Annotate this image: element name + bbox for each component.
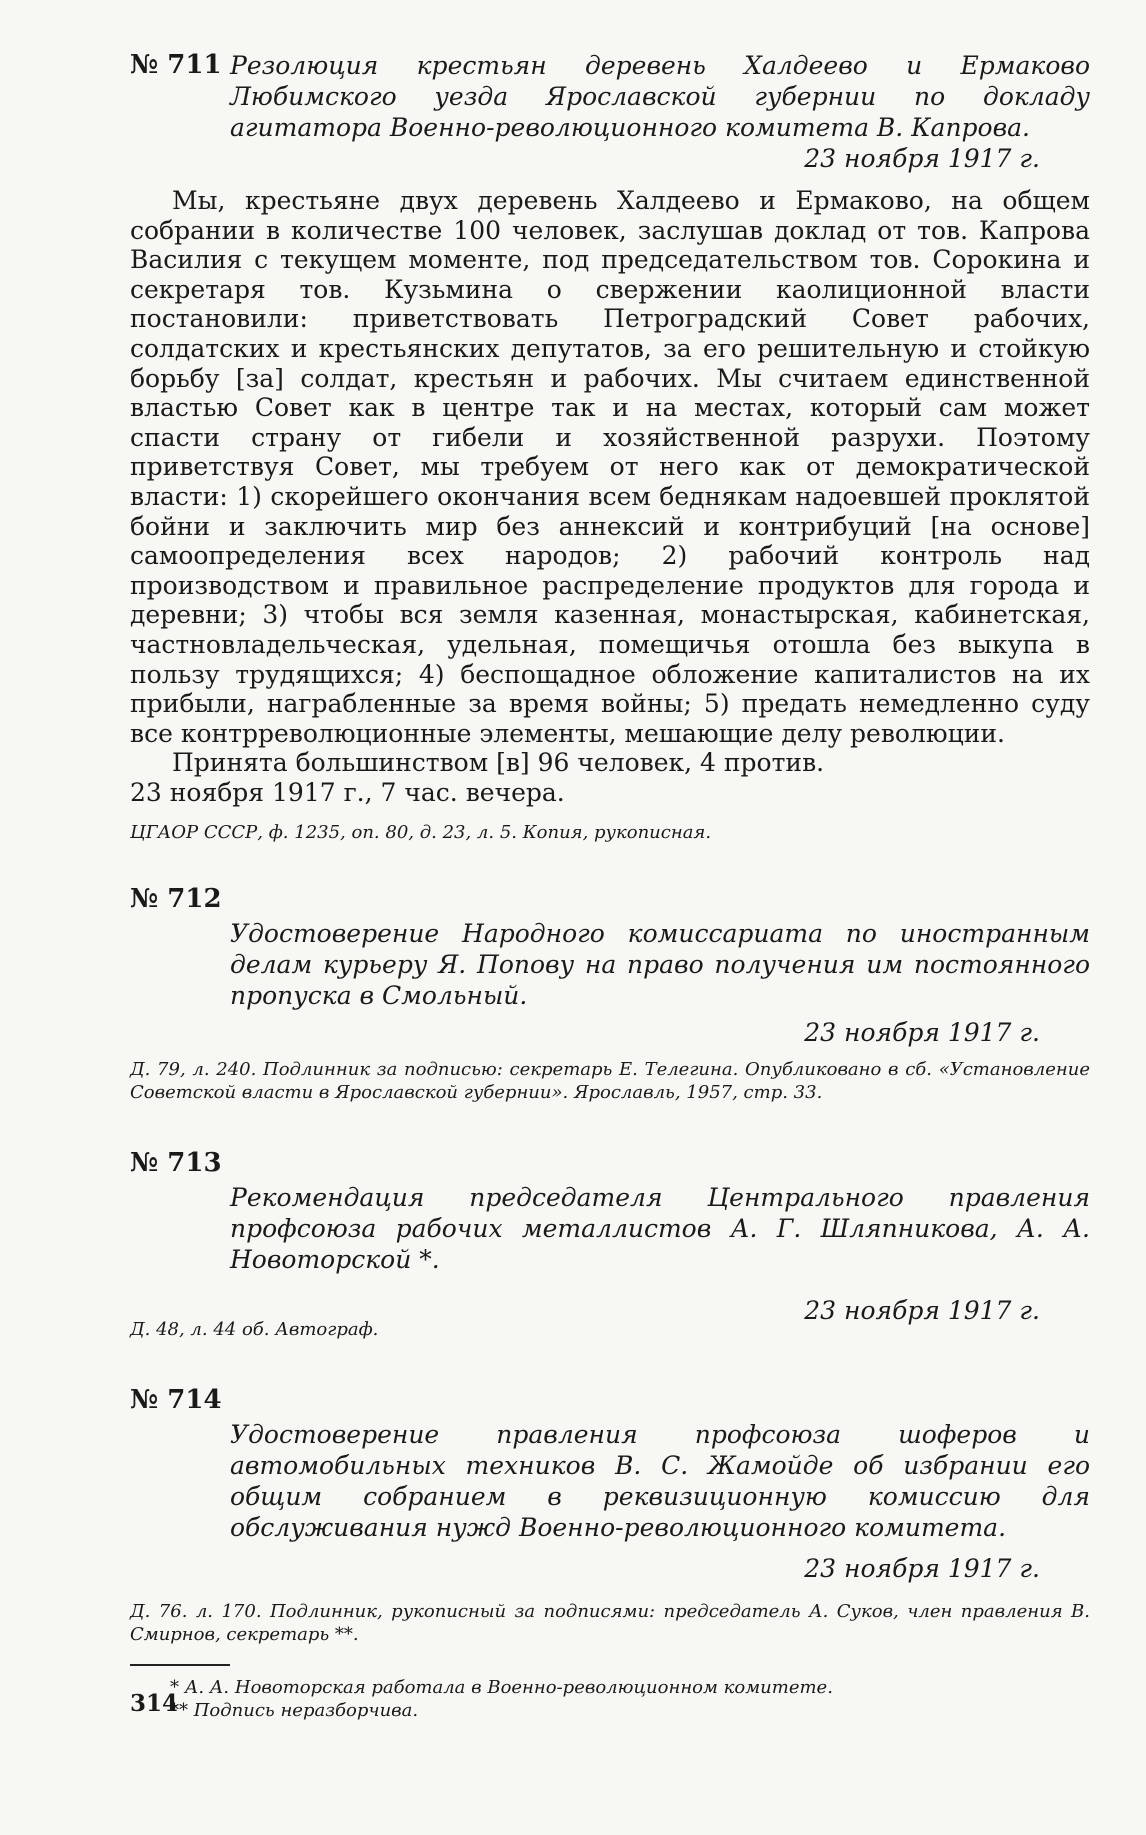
- document-number: № 714: [130, 1384, 222, 1415]
- document-title: Резолюция крестьян деревень Халдеево и Ермаково Любимского уезда Ярославской губернии по докладу агитатора Военно-революционного комитета В. Капрова.: [230, 51, 1090, 142]
- page-content: [130, 50, 1090, 1722]
- document-713: [130, 1148, 1090, 1341]
- document-title: Удостоверение правления профсоюза шоферов и автомобильных техников В. С. Жамойде об избрании его общим собранием в реквизиционную комиссию для обслуживания нужд Военно-революционного комитета.: [230, 1419, 1090, 1542]
- document-date: 23 ноября 1917 г.: [804, 1553, 1040, 1583]
- document-712: [130, 884, 1090, 1104]
- body-paragraph: Принята большинством [в] 96 человек, 4 против.: [172, 748, 825, 778]
- footnote-divider: [130, 1664, 230, 1666]
- document-711: [130, 50, 1090, 844]
- body-paragraph: Мы, крестьяне двух деревень Халдеево и Ермаково, на общем собрании в количестве 100 человек, заслушав доклад от тов. Капрова Василия с текущем моменте, под председательством тов. Сорокина и секретаря тов. Кузьмина о свержении каолиционной власти постановили: приветствовать Петроградский Совет рабочих, солдатских и крестьянских депутатов, за его решительную и стойкую борьбу [за] солдат, крестьян и рабочих. Мы считаем единственной властью Совет как в центре так и на местах, который сам может спасти страну от гибели и хозяйственной разрухи. Поэтому приветствуя Совет, мы требуем от него как от демократической власти: 1) скорейшего окончания всем беднякам надоевшей проклятой бойни и заключить мир без аннексий и контрибуций [на основе] самоопределения всех народов; 2) рабочий контроль над производством и правильное распределение продуктов для города и деревни; 3) чтобы вся земля казенная, монастырская, кабинетская, частновладельческая, удельная, помещичья отошла без выкупа в пользу трудящихся; 4) беспощадное обложение капиталистов на их прибыли, награбленные за время войны; 5) предать немедленно суду все контрреволюционные элементы, мешающие делу революции.: [130, 186, 1090, 748]
- archive-source: Д. 79, л. 240. Подлинник за подписью: секретарь Е. Телегина. Опубликовано в сб. «Установление Советской власти в Ярославской губернии». Ярославль, 1957, стр. 33.: [130, 1058, 1090, 1103]
- footnote: * А. А. Новоторская работала в Военно-революционном комитете.: [170, 1676, 833, 1698]
- archive-source: Д. 48, л. 44 об. Автограф.: [130, 1318, 379, 1340]
- document-body: [130, 186, 1090, 778]
- document-date: 23 ноября 1917 г.: [804, 1017, 1040, 1047]
- document-date: 23 ноября 1917 г.: [804, 1295, 1040, 1325]
- footnote: ** Подпись неразборчива.: [170, 1699, 419, 1721]
- document-number: № 713: [130, 1147, 222, 1178]
- document-title: Удостоверение Народного комиссариата по иностранным делам курьеру Я. Попову на право получения им постоянного пропуска в Смольный.: [230, 918, 1090, 1010]
- document-date: 23 ноября 1917 г.: [804, 144, 1040, 173]
- document-714: [130, 1385, 1090, 1646]
- document-number: № 712: [130, 883, 222, 914]
- document-number: № 711: [130, 50, 222, 80]
- archive-source: Д. 76. л. 170. Подлинник, рукописный за подписями: председатель А. Суков, член правления В. Смирнов, секретарь **.: [130, 1600, 1090, 1645]
- page-number: 314: [130, 1690, 179, 1717]
- archive-source: ЦГАОР СССР, ф. 1235, оп. 80, д. 23, л. 5. Копия, рукописная.: [130, 821, 712, 843]
- document-title: Рекомендация председателя Центрального правления профсоюза рабочих металлистов А. Г. Шляпникова, А. А. Новоторской *.: [230, 1182, 1090, 1274]
- document-signature-line: 23 ноября 1917 г., 7 час. вечера.: [130, 777, 565, 807]
